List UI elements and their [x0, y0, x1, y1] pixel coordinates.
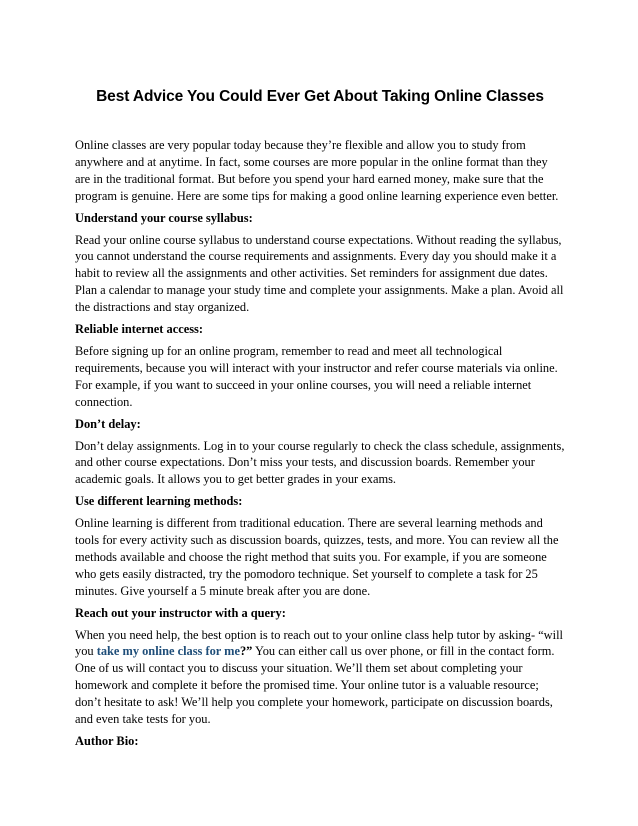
- instructor-text-after-link: You can either call us over phone, or fill in the contact form. One of us will contact you to discuss your situation. We’ll them set about completing your homework and complete it before the promised time. Your online tutor is a valuable resource; don’t hesitate to ask! We’ll help you complete your homework, participate on discussion boards, and even take tests for you.: [75, 644, 555, 727]
- section-body-syllabus: Read your online course syllabus to understand course expectations. Without reading the syllabus, you cannot understand the course requirements and assignments. Every day you should make it a habit to review all the assignments and other activities. Set reminders for assignment due dates. Plan a calendar to manage your study time and complete your assignments. Make a plan. Avoid all the distractions and stay organized.: [75, 232, 564, 315]
- instructor-text-before-link: When you need help, the best option is to reach out to your online class help tutor by asking- “will you: [75, 627, 563, 659]
- section-heading-dont-delay: Don’t delay:: [75, 416, 141, 431]
- section-body-internet: Before signing up for an online program, remember to read and meet all technological requirements, because you will interact with your instructor and refer course materials via online. For example, if you want to succeed in your online courses, you will need a reliable internet connection.: [75, 343, 558, 409]
- section-body-learning-methods: Online learning is different from traditional education. There are several learning methods and tools for every activity such as discussion boards, quizzes, tests, and more. You can review all the methods available and choose the right method that suits you. For example, if you are someone who gets easily distracted, try the pomodoro technique. Set yourself to complete a task for 25 minutes. Give yourself a 5 minute break after you are done.: [75, 516, 559, 598]
- section-heading-internet: Reliable internet access:: [75, 322, 203, 337]
- instructor-text-closing-quote: ?”: [239, 644, 253, 659]
- section-heading-author-bio: Author Bio:: [75, 734, 139, 748]
- section-heading-learning-methods: Use different learning methods:: [75, 494, 243, 509]
- intro-paragraph: Online classes are very popular today because they’re flexible and allow you to study from anywhere and at anytime. In fact, some courses are more popular in the online format than they are in the traditional format. But before you spend your hard earned money, make sure that the program is genuine. Here are some tips for making a good online learning experience even better.: [75, 138, 559, 203]
- take-my-online-class-link[interactable]: take my online class for me: [96, 644, 240, 659]
- section-heading-instructor: Reach out your instructor with a query:: [75, 605, 286, 620]
- document-body: [75, 137, 565, 755]
- section-body-instructor: [75, 627, 565, 728]
- section-heading-syllabus: Understand your course syllabus:: [75, 210, 253, 225]
- document-title: Best Advice You Could Ever Get About Taking Online Classes: [96, 88, 544, 105]
- section-body-dont-delay: Don’t delay assignments. Log in to your course regularly to check the class schedule, assignments, and other course expectations. Don’t miss your tests, and discussion boards. Remember your academic goals. It allows you to get better grades in your exams.: [75, 438, 565, 487]
